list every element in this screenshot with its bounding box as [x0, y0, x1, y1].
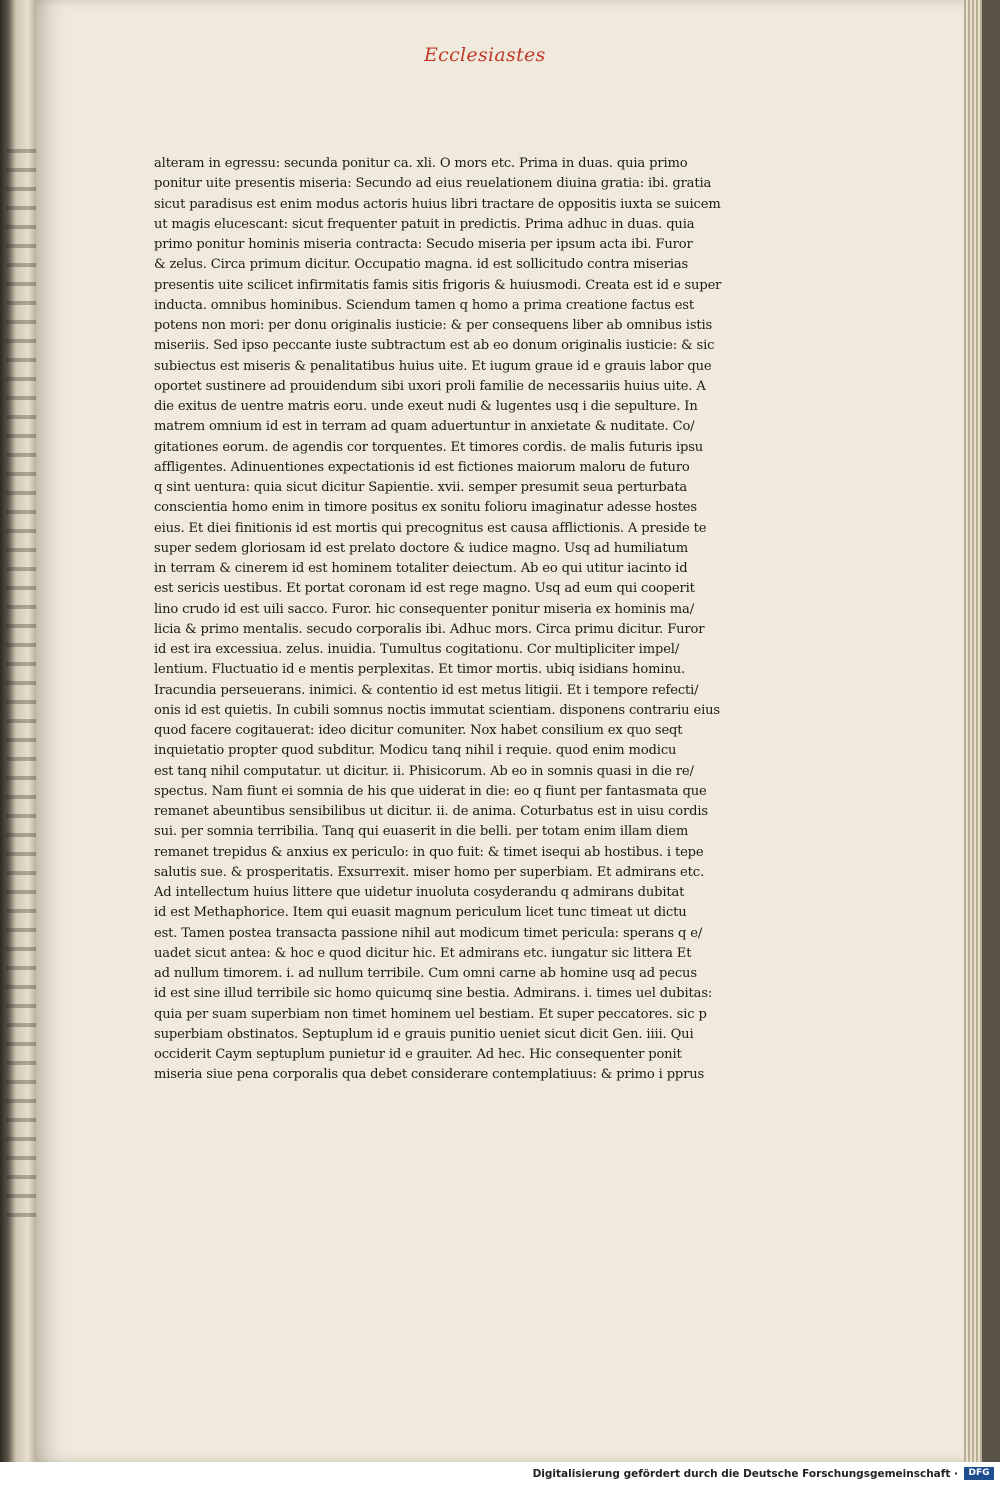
text-line: matrem omnium id est in terram ad quam aduertuntur in anxietate & nuditate. Co/ — [154, 419, 695, 435]
text-line: est tanq nihil computatur. ut dicitur. ii. Phisicorum. Ab eo in somnis quasi in die re/ — [154, 763, 694, 779]
running-title: Ecclesiastes — [424, 44, 546, 66]
text-line: Iracundia perseuerans. inimici. & contentio id est metus litigii. Et i tempore refecti/ — [154, 682, 699, 698]
page-edge-stack — [964, 0, 982, 1462]
text-line: super sedem gloriosam id est prelato doctore & iudice magno. Usq ad humiliatum — [154, 540, 688, 556]
text-line: gitationes eorum. de agendis cor torquentes. Et timores cordis. de malis futuris ipsu — [154, 439, 704, 455]
text-line: salutis sue. & prosperitatis. Exsurrexit. miser homo per superbiam. Et admirans etc. — [154, 864, 704, 880]
text-line: spectus. Nam fiunt ei somnia de his que uiderat in die: eo q fiunt per fantasmata que — [154, 783, 707, 799]
text-line: conscientia homo enim in timore positus ex sonitu folioru imaginatur adesse hostes — [154, 500, 697, 516]
text-line: quod facere cogitauerat: ideo dicitur comuniter. Nox habet consilium ex quo seqt — [154, 723, 683, 738]
text-line: primo ponitur hominis miseria contracta: Secudo miseria per ipsum acta ibi. Furor — [154, 237, 693, 252]
text-line: licia & primo mentalis. secudo corporalis ibi. Adhuc mors. Circa primu dicitur. Furor — [154, 621, 705, 637]
text-line: occiderit Caym septuplum punietur id e grauiter. Ad hec. Hic consequenter ponit — [154, 1047, 682, 1062]
text-line: remanet abeuntibus sensibilibus ut dicitur. ii. de anima. Coturbatus est in uisu cordis — [154, 804, 708, 819]
left-page-text-fragment — [6, 140, 40, 1220]
text-line: id est ira excessiua. zelus. inuidia. Tumultus cogitationu. Cor multipliciter impel/ — [154, 642, 680, 657]
text-line: affligentes. Adinuentiones expectationis id est fictiones maiorum maloru de futuro — [154, 459, 690, 475]
text-line: & zelus. Circa primum dicitur. Occupatio magna. id est sollicitudo contra miserias — [154, 257, 689, 273]
text-line: q sint uentura: quia sicut dicitur Sapientie. xvii. semper presumit seua perturbata — [154, 480, 688, 495]
funding-credit: Digitalisierung gefördert durch die Deutsche Forschungsgemeinschaft · — [532, 1468, 958, 1480]
text-line: alteram in egressu: secunda ponitur ca. xli. O mors etc. Prima in duas. quia primo — [154, 156, 688, 171]
text-line: potens non mori: per donu originalis iusticie: & per consequens liber ab omnibus istis — [154, 318, 713, 333]
text-line: in terram & cinerem id est hominem totaliter deiectum. Ab eo qui utitur iacinto id — [154, 561, 688, 576]
text-line: ut magis elucescant: sicut frequenter patuit in predictis. Prima adhuc in duas. quia — [154, 216, 695, 232]
text-line: remanet trepidus & anxius ex periculo: in quo fuit: & timet isequi ab hostibus. i tepe — [154, 844, 704, 860]
text-line: ponitur uite presentis miseria: Secundo ad eius reuelationem diuina gratia: ibi. gratia — [154, 176, 712, 192]
text-line: miseriis. Sed ipso peccante iuste subtractum est ab eo donum originalis iusticie: & sic — [154, 338, 715, 354]
footer-bar — [0, 1462, 1000, 1485]
text-line: superbiam obstinatos. Septuplum id e grauis punitio ueniet sicut dicit Gen. iiii. Qui — [154, 1026, 694, 1042]
page-body-text — [154, 154, 774, 1086]
text-line: id est Methaphorice. Item qui euasit magnum periculum licet tunc timeat ut dictu — [154, 905, 687, 921]
text-line: sicut paradisus est enim modus actoris huius libri tractare de oppositis iuxta se suicem — [154, 196, 721, 212]
text-line: ad nullum timorem. i. ad nullum terribile. Cum omni carne ab homine usq ad pecus — [154, 966, 697, 981]
text-line: uadet sicut antea: & hoc e quod dicitur hic. Et admirans etc. iungatur sic littera Et — [154, 945, 692, 961]
text-line: onis id est quietis. In cubili somnus noctis immutat scientiam. disponens contrariu eius — [154, 702, 720, 718]
text-line: inquietatio propter quod subditur. Modicu tanq nihil i requie. quod enim modicu — [154, 743, 677, 759]
text-line: subiectus est miseris & penalitatibus huius uite. Et iugum graue id e grauis labor que — [154, 358, 712, 374]
text-line: Ad intellectum huius littere que uidetur inuoluta cosyderandu q admirans dubitat — [154, 885, 685, 900]
text-line: lino crudo id est uili sacco. Furor. hic consequenter ponitur miseria ex hominis ma/ — [154, 601, 694, 617]
text-line: lentium. Fluctuatio id e mentis perplexitas. Et timor mortis. ubiq isidians hominu. — [154, 662, 686, 678]
text-line: eius. Et diei finitionis id est mortis qui precognitus est causa afflictionis. A preside te — [154, 520, 707, 536]
text-line: est sericis uestibus. Et portat coronam id est rege magno. Usq ad eum qui cooperit — [154, 581, 695, 597]
text-line: id est sine illud terribile sic homo quicumq sine bestia. Admirans. i. times uel dubitas: — [154, 986, 713, 1002]
text-line: miseria siue pena corporalis qua debet considerare contemplatiuus: & primo i pprus — [154, 1067, 705, 1083]
text-line: presentis uite scilicet infirmitatis famis sitis frigoris & huiusmodi. Creata est id e super — [154, 277, 722, 293]
text-line: quia per suam superbiam non timet hominem uel bestiam. Et super peccatores. sic p — [154, 1006, 707, 1022]
text-line: oportet sustinere ad prouidendum sibi uxori proli familie de necessariis huius uite. A — [154, 378, 706, 394]
text-line: est. Tamen postea transacta passione nihil aut modicum timet pericula: sperans q e/ — [154, 925, 703, 941]
text-line: inducta. omnibus hominibus. Sciendum tamen q homo a prima creatione factus est — [154, 297, 694, 313]
text-line: die exitus de uentre matris eoru. unde exeut nudi & lugentes usq i die sepulture. In — [154, 399, 698, 414]
text-line: sui. per somnia terribilia. Tanq qui euaserit in die belli. per totam enim illam diem — [154, 824, 689, 840]
dfg-logo-icon: DFG — [964, 1467, 994, 1480]
book-page — [36, 0, 982, 1462]
